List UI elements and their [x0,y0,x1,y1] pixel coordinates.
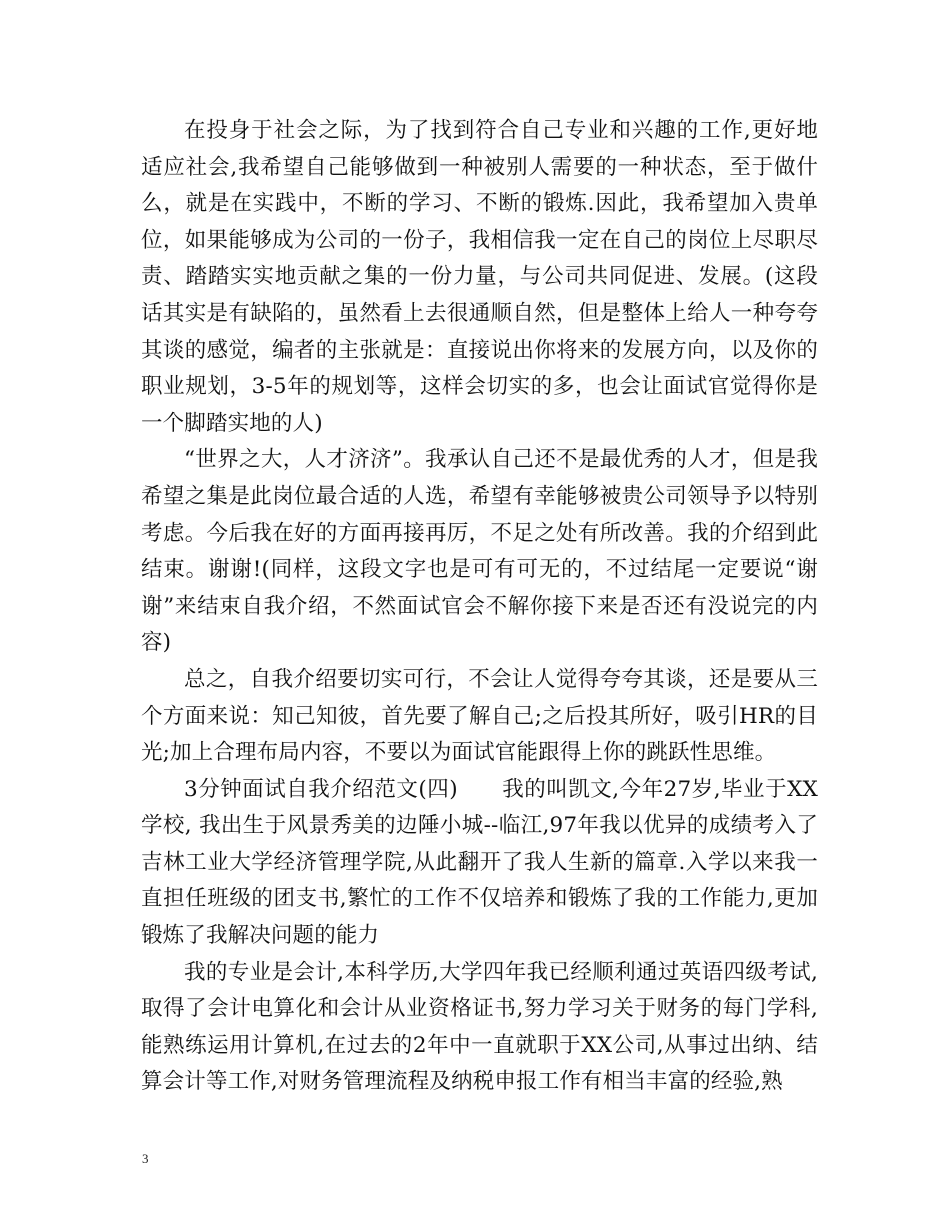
paragraph-sample-intro-four: 3分钟面试自我介绍范文(四) 我的叫凯文,今年27岁,毕业于XX学校, 我出生于风景秀美的边陲小城--临江,97年我以优异的成绩考入了吉林工业大学经济管理学院,从此翻开了我人生新的篇章.入学以来我一直担任班级的团支书,繁忙的工作不仅培养和锻炼了我的工作能力,更加锻炼了我解决问题的能力 [141,776,818,949]
paragraph-closing-thanks: “世界之大，人才济济”。我承认自己还不是最优秀的人才，但是我希望之集是此岗位最合适的人选，希望有幸能够被贵公司领导予以特别考虑。今后我在好的方面再接再厉，不足之处有所改善。我的介绍到此结束。谢谢!(同样，这段文字也是可有可无的，不过结尾一定要说“谢谢”来结束自我介绍，不然面试官会不解你接下来是否还有没说完的内容) [141,447,818,656]
paragraph-career-goal: 在投身于社会之际，为了找到符合自己专业和兴趣的工作,更好地适应社会,我希望自己能够做到一种被别人需要的一种状态，至于做什么，就是在实践中，不断的学习、不断的锻炼.因此，我希望加入贵单位，如果能够成为公司的一份子，我相信我一定在自己的岗位上尽职尽责、踏踏实实地贡献之集的一份力量，与公司共同促进、发展。(这段话其实是有缺陷的，虽然看上去很通顺自然，但是整体上给人一种夸夸其谈的感觉，编者的主张就是：直接说出你将来的发展方向，以及你的职业规划，3-5年的规划等，这样会切实的多，也会让面试官觉得你是一个脚踏实地的人) [141,118,818,436]
paragraph-accounting-major: 我的专业是会计,本科学历,大学四年我已经顺利通过英语四级考试,取得了会计电算化和会计从业资格证书,努力学习关于财务的每门学科,能熟练运用计算机,在过去的2年中一直就职于XX公司,从事过出纳、结算会计等工作,对财务管理流程及纳税申报工作有相当丰富的经验,熟 [141,959,818,1095]
document-body [141,113,818,1101]
paragraph-summary: 总之，自我介绍要切实可行，不会让人觉得夸夸其谈，还是要从三个方面来说：知己知彼，首先要了解自己;之后投其所好，吸引HR的目光;加上合理布局内容，不要以为面试官能跟得上你的跳跃性思维。 [141,666,818,766]
page-number: 3 [142,1151,149,1166]
